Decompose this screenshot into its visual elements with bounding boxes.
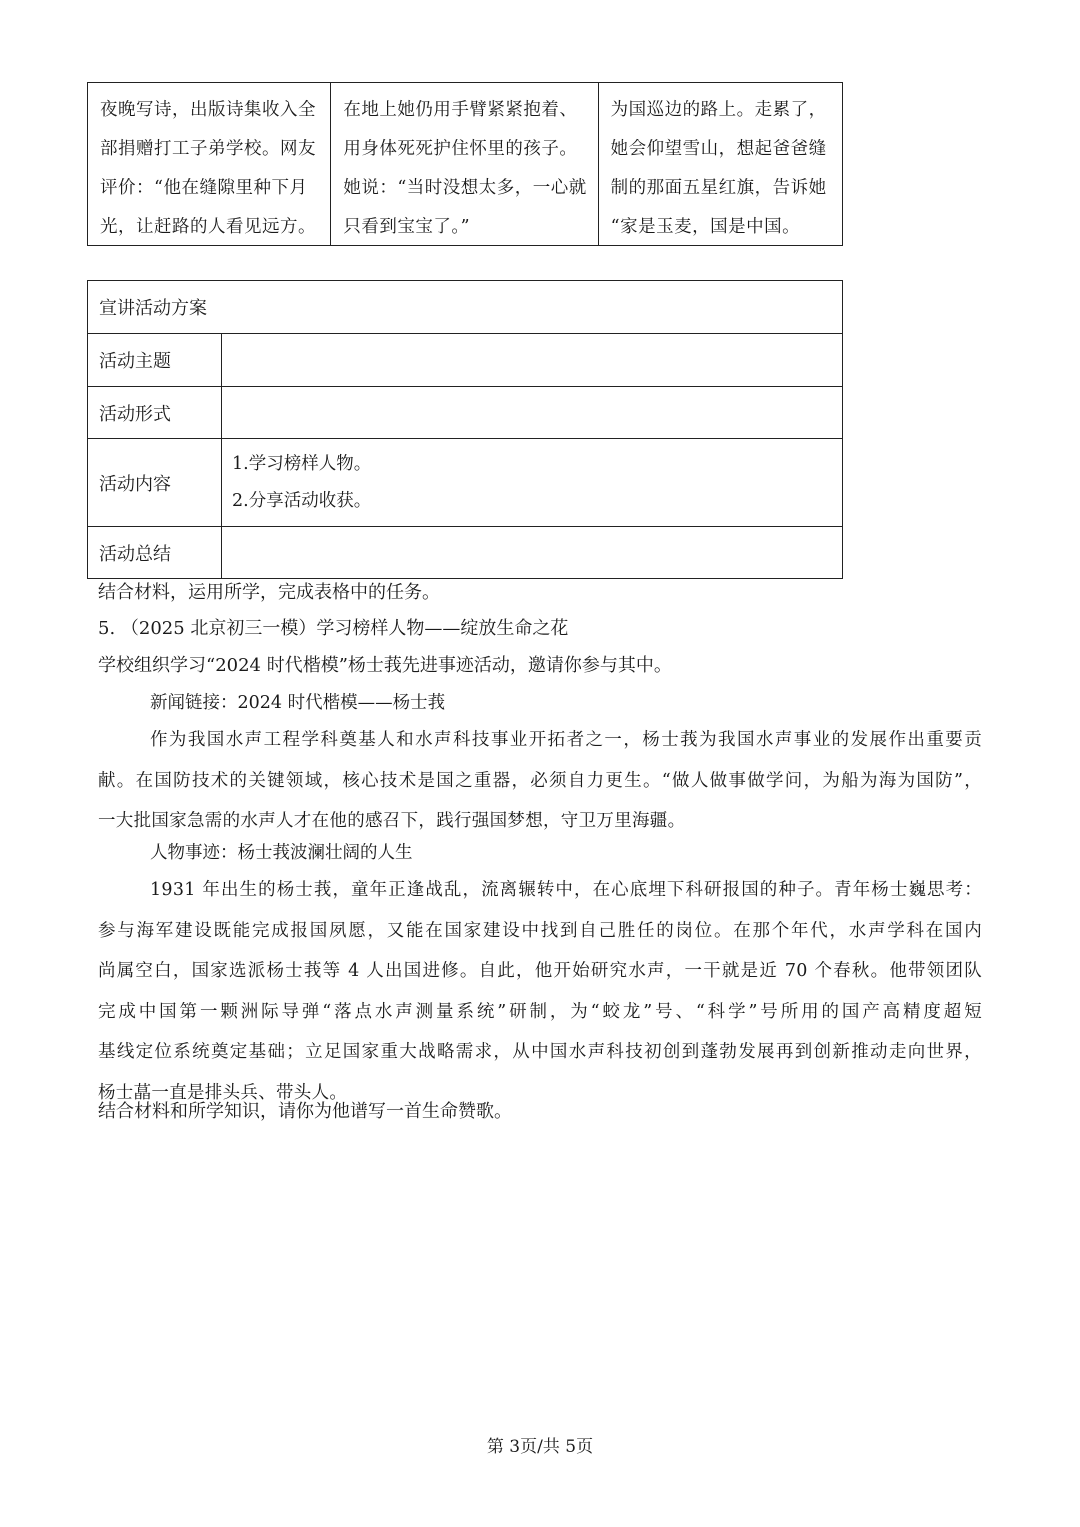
- plan-label-theme: 活动主题: [99, 351, 171, 372]
- plan-title-row: [88, 281, 842, 333]
- news-label: 新闻链接：2024 时代楷模——杨士莪: [150, 693, 446, 713]
- plan-row-summary: [88, 526, 842, 578]
- story-cell-3: 为国巡边的路上。走累了， 她会仰望雪山，想起爸爸缝 制的那面五星红旗，告诉她 “家是玉麦，国是中国。: [598, 83, 842, 245]
- plan-row-theme: [88, 333, 842, 386]
- plan-title: 宣讲活动方案: [99, 298, 207, 319]
- question-5-heading: 5. （2025 北京初三一模）学习榜样人物——绽放生命之花: [98, 618, 569, 639]
- plan-label-summary: 活动总结: [99, 543, 171, 565]
- story-cell-1: 夜晚写诗，出版诗集收入全 部捐赠打工子弟学校。网友 评价：“他在缝隙里种下月 光，让赶路的人看见远方。: [100, 100, 316, 237]
- plan-content-line-2: 2.分享活动收获。: [232, 491, 372, 511]
- plan-label-form: 活动形式: [99, 403, 171, 425]
- plan-value-summary[interactable]: [221, 527, 842, 578]
- plan-value-form[interactable]: [221, 387, 842, 438]
- question-5-prompt: 结合材料和所学知识，请你为他谱写一首生命赞歌。: [98, 1101, 512, 1122]
- deeds-label: 人物事迹：杨士莪波澜壮阔的人生: [150, 843, 413, 863]
- story-cell-2: 在地上她仍用手臂紧紧抱着、 用身体死死护住怀里的孩子。 她说：“当时没想太多，一心就 只看到宝宝了。”: [330, 83, 597, 245]
- plan-label-content: 活动内容: [99, 473, 171, 495]
- plan-row-form: [88, 386, 842, 438]
- stories-table: [87, 82, 843, 246]
- page-footer: 第 3页/共 5页: [486, 1437, 594, 1457]
- plan-row-content: [88, 438, 842, 526]
- activity-plan-table: [87, 280, 843, 579]
- task-instruction: 结合材料，运用所学，完成表格中的任务。: [98, 582, 440, 603]
- plan-value-content: [221, 439, 842, 526]
- plan-content-line-1: 1.学习榜样人物。: [232, 454, 372, 474]
- question-5-intro: 学校组织学习“2024 时代楷模”杨士莪先进事迹活动，邀请你参与其中。: [98, 655, 672, 676]
- deeds-paragraph: 1931 年出生的杨士莪，童年正逢战乱，流离辗转中，在心底埋下科研报国的种子。青年杨士巍思考： 参与海军建设既能完成报国夙愿，又能在国家建设中找到自己胜任的岗位。在那个年代，水声学科在国内 尚属空白，国家选派杨士莪等 4 人出国进修。自此，他开始研究水声，一干就是近 70 个春秋。他带领团队 完成中国第一颗洲际导弹“落点水声测量系统”研制，为“蛟龙”号、“科学”号所用的国产高精度超短 基线定位系统奠定基础；立足国家重大战略需求，从中国水声科技初创到蓬勃发展再到创新推动走向世界， 杨士蕌一直是排头兵、带头人。: [98, 880, 982, 1103]
- news-paragraph: 作为我国水声工程学科奠基人和水声科技事业开拓者之一，杨士莪为我国水声事业的发展作出重要贡 献。在国防技术的关键领域，核心技术是国之重器，必须自力更生。“做人做事做学问，为船为海为国防”， 一大批国家急需的水声人才在他的感召下，践行强国梦想，守卫万里海疆。: [98, 730, 982, 831]
- plan-value-theme[interactable]: [221, 334, 842, 386]
